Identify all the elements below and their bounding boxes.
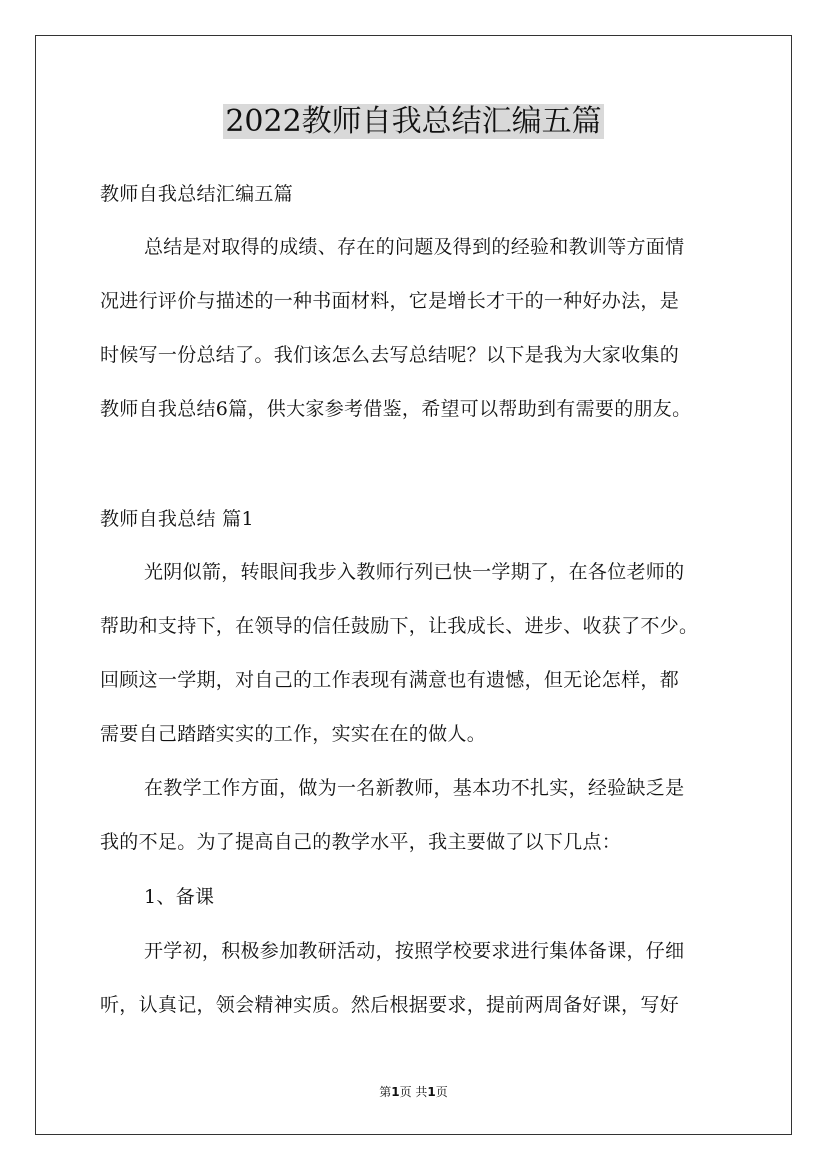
section1-p2-line-1: 在教学工作方面，做为一名新教师，基本功不扎实，经验缺乏是 <box>144 777 685 799</box>
intro-line-4: 教师自我总结6篇，供大家参考借鉴，希望可以帮助到有需要的朋友。 <box>100 398 692 420</box>
footer-current-page: 1 <box>391 1085 400 1099</box>
footer-prefix: 第 <box>379 1085 392 1099</box>
item1-p1-line-2: 听，认真记，领会精神实质。然后根据要求，提前两周备好课，写好 <box>100 994 680 1016</box>
document-title-text: 2022教师自我总结汇编五篇 <box>225 104 602 139</box>
document-subtitle: 教师自我总结汇编五篇 <box>100 183 294 205</box>
intro-line-2: 况进行评价与描述的一种书面材料，它是增长才干的一种好办法，是 <box>100 290 680 312</box>
page-footer <box>0 1084 827 1100</box>
section-heading: 教师自我总结 篇1 <box>100 508 254 530</box>
intro-line-1: 总结是对取得的成绩、存在的问题及得到的经验和教训等方面情 <box>144 236 685 258</box>
section1-p1-line-3: 回顾这一学期，对自己的工作表现有满意也有遗憾，但无论怎样，都 <box>100 669 680 691</box>
footer-suffix: 页 <box>435 1085 448 1099</box>
item-heading: 1、备课 <box>144 886 215 908</box>
section1-p1-line-1: 光阴似箭，转眼间我步入教师行列已快一学期了，在各位老师的 <box>144 561 685 583</box>
section1-p1-line-4: 需要自己踏踏实实的工作，实实在在的做人。 <box>100 723 487 745</box>
footer-total-pages: 1 <box>427 1085 436 1099</box>
footer-mid: 页 共 <box>399 1085 428 1099</box>
section1-p2-line-2: 我的不足。为了提高自己的教学水平，我主要做了以下几点： <box>100 831 622 853</box>
document-title <box>0 100 827 144</box>
item1-p1-line-1: 开学初，积极参加教研活动，按照学校要求进行集体备课，仔细 <box>144 940 685 962</box>
section1-p1-line-2: 帮助和支持下，在领导的信任鼓励下，让我成长、进步、收获了不少。 <box>100 615 699 637</box>
intro-line-3: 时候写一份总结了。我们该怎么去写总结呢？以下是我为大家收集的 <box>100 344 680 366</box>
